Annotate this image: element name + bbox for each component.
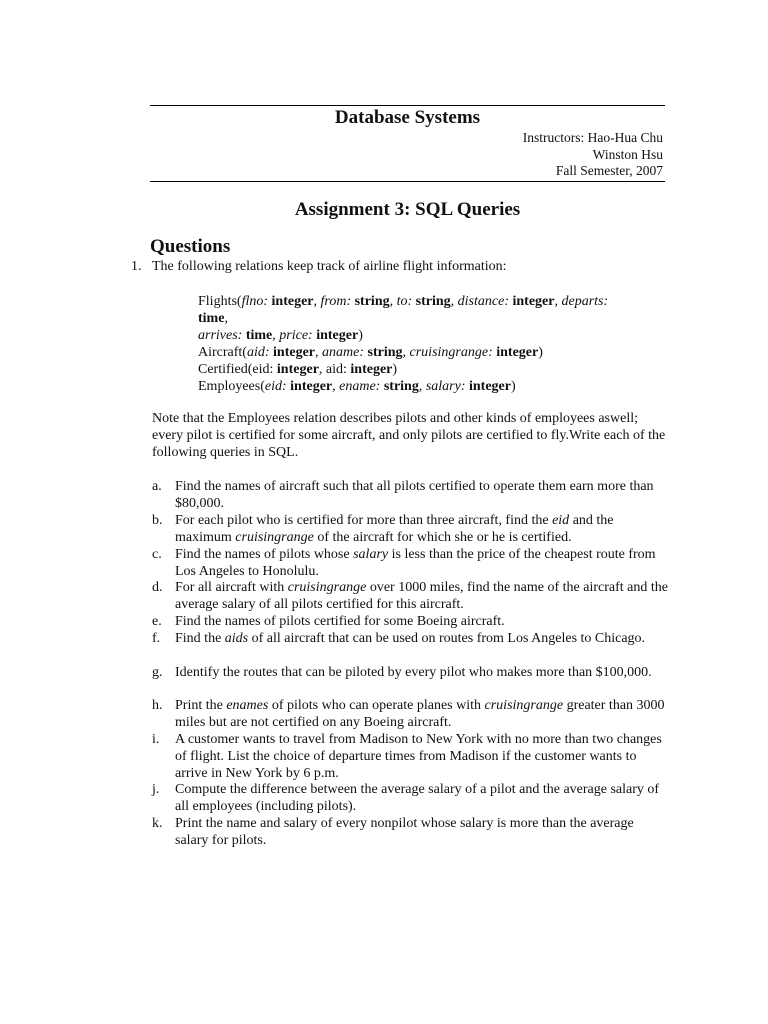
instructors-line: Instructors: Hao-Hua Chu bbox=[522, 130, 663, 145]
item-text: A customer wants to travel from Madison to New York with no more than two changes of flight. List the choice of departure times from Madison if the customer wants to arrive in New York by 6 p.m. bbox=[175, 732, 662, 781]
item-letter: f. bbox=[152, 631, 161, 646]
from-attr: from: bbox=[320, 294, 352, 309]
salary-attr: salary: bbox=[425, 379, 466, 394]
aircraft-name: Aircraft( bbox=[198, 345, 247, 360]
schema-certified: Certified(eid: integer, aid: integer) bbox=[198, 362, 398, 377]
item-letter: k. bbox=[152, 816, 163, 831]
item-letter: d. bbox=[152, 580, 163, 595]
item-text-part: of pilots who can operate planes with bbox=[268, 698, 485, 713]
item-text bbox=[175, 512, 670, 546]
item-text-part: For all aircraft with bbox=[175, 580, 288, 595]
item-text bbox=[175, 630, 670, 647]
item-letter: e. bbox=[152, 614, 162, 629]
eid-attr: eid: bbox=[264, 379, 287, 394]
item-emphasis: cruisingrange bbox=[484, 698, 564, 713]
item-letter: i. bbox=[152, 732, 160, 747]
item-text: Find the names of pilots certified for some Boeing aircraft. bbox=[175, 614, 505, 629]
item-text: Print the name and salary of every nonpilot whose salary is more than the average salary for pilots. bbox=[175, 816, 634, 848]
schema-aircraft: Aircraft(aid: integer, aname: string, cruisingrange: integer) bbox=[198, 345, 543, 360]
item-emphasis: aids bbox=[224, 631, 249, 646]
flno-attr: flno: bbox=[241, 294, 269, 309]
header-bottom-rule bbox=[150, 181, 665, 182]
to-attr: to: bbox=[396, 294, 413, 309]
item-text bbox=[175, 546, 670, 580]
schema-flights-line1: Flights(flno: integer, from: string, to: string, distance: integer, departs: bbox=[198, 294, 609, 309]
aid-attr: aid: bbox=[325, 362, 347, 377]
course-title: Database Systems bbox=[334, 107, 481, 128]
item-text: Find the names of aircraft such that all pilots certified to operate them earn more than $80,000. bbox=[175, 479, 654, 511]
type-integer: integer bbox=[290, 379, 333, 394]
type-time: time bbox=[245, 328, 273, 343]
type-integer: integer bbox=[316, 328, 359, 343]
item-letter: g. bbox=[152, 665, 163, 680]
item-text: Compute the difference between the average salary of a pilot and the average salary of all employees (including pilots). bbox=[175, 782, 660, 814]
assignment-title: Assignment 3: SQL Queries bbox=[294, 199, 521, 220]
semester: Fall Semester, 2007 bbox=[555, 163, 663, 178]
flights-name: Flights( bbox=[198, 294, 242, 309]
close-paren: ) bbox=[358, 328, 363, 343]
item-emphasis: salary bbox=[353, 547, 389, 562]
item-letter: a. bbox=[152, 479, 162, 494]
departs-attr: departs: bbox=[561, 294, 609, 309]
item-letter: b. bbox=[152, 513, 163, 528]
type-integer: integer bbox=[469, 379, 511, 394]
instructor-second: Winston Hsu bbox=[592, 147, 663, 162]
item-emphasis: eid bbox=[552, 513, 570, 528]
item-emphasis: cruisingrange bbox=[287, 580, 367, 595]
item-text-part: of all aircraft that can be used on routes from Los Angeles to Chicago. bbox=[248, 631, 646, 646]
type-integer: integer bbox=[496, 345, 539, 360]
item-text-part: greater than 3000 miles but are not certified on any Boeing aircraft. bbox=[175, 698, 665, 730]
item-letter: c. bbox=[152, 547, 162, 562]
item-text-part: Find the names of pilots whose bbox=[175, 547, 354, 562]
arrives-attr: arrives: bbox=[198, 328, 243, 343]
aid-attr: aid: bbox=[246, 345, 270, 360]
type-integer: integer bbox=[350, 362, 393, 377]
type-string: string bbox=[367, 345, 403, 360]
aname-attr: aname: bbox=[322, 345, 365, 360]
type-string: string bbox=[415, 294, 451, 309]
employees-name: Employees( bbox=[198, 379, 265, 394]
ename-attr: ename: bbox=[339, 379, 381, 394]
item-text-part: of the aircraft for which she or he is certified. bbox=[313, 530, 572, 545]
price-attr: price: bbox=[279, 328, 313, 343]
header-top-rule bbox=[150, 105, 665, 106]
type-string: string bbox=[383, 379, 419, 394]
type-integer: integer bbox=[273, 345, 316, 360]
type-integer: integer bbox=[512, 294, 555, 309]
type-time: time bbox=[198, 311, 225, 326]
item-letter: j. bbox=[152, 782, 160, 797]
distance-attr: distance: bbox=[457, 294, 509, 309]
question-number: 1. bbox=[131, 259, 142, 274]
type-string: string bbox=[354, 294, 390, 309]
item-text-part: over 1000 miles, find the name of the aircraft and the average salary of all pilots certified for this aircraft. bbox=[175, 580, 668, 612]
item-text-part: Print the bbox=[175, 698, 227, 713]
certified-name: Certified(eid: bbox=[198, 362, 274, 377]
item-text: Identify the routes that can be piloted by every pilot who makes more than $100,000. bbox=[175, 665, 652, 680]
schema-flights-line2 bbox=[198, 310, 228, 327]
item-emphasis: enames bbox=[226, 698, 269, 713]
close-paren: ) bbox=[510, 379, 516, 394]
question-intro: The following relations keep track of airline flight information: bbox=[152, 259, 507, 274]
close-paren: ) bbox=[392, 362, 398, 377]
type-integer: integer bbox=[271, 294, 314, 309]
item-text bbox=[175, 579, 670, 613]
questions-heading: Questions bbox=[150, 236, 231, 257]
item-text-part: and the maximum bbox=[175, 513, 614, 545]
item-text-part: For each pilot who is certified for more than three aircraft, find the bbox=[175, 513, 553, 528]
note-paragraph: Note that the Employees relation describes pilots and other kinds of employees aswell; every pilot is certified for some aircraft, and only pilots are certified to fly.Write each of the following queries in SQL. bbox=[152, 411, 666, 460]
item-letter: h. bbox=[152, 698, 163, 713]
schema-flights-line3: arrives: time, price: integer) bbox=[198, 328, 363, 343]
type-integer: integer bbox=[276, 362, 319, 377]
item-emphasis: cruisingrange bbox=[235, 530, 314, 545]
comma: , bbox=[224, 311, 228, 326]
item-text-part: Find the bbox=[175, 631, 225, 646]
schema-employees: Employees(eid: integer, ename: string, salary: integer) bbox=[198, 379, 516, 394]
close-paren: ) bbox=[538, 345, 543, 360]
item-text bbox=[175, 697, 670, 731]
cruisingrange-attr: cruisingrange: bbox=[409, 345, 493, 360]
item-text-part: is less than the price of the cheapest route from Los Angeles to Honolulu. bbox=[175, 547, 656, 579]
